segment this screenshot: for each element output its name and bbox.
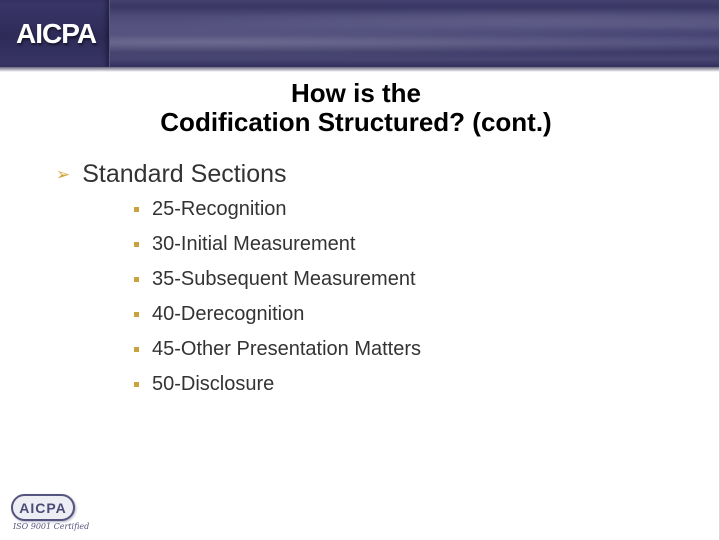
sub-bullet-label: 30-Initial Measurement: [152, 233, 356, 255]
aicpa-logo: [0, 0, 110, 67]
list-item: [0, 297, 720, 332]
seal-logo-text: AICPA: [19, 499, 67, 516]
arrowhead-right-icon: [56, 166, 70, 183]
square-bullet-icon: [134, 207, 139, 212]
aicpa-logo-text: AICPA: [16, 17, 97, 49]
sub-bullet-label: 50-Disclosure: [152, 373, 275, 395]
list-item: [0, 262, 720, 297]
square-bullet-icon: [134, 347, 139, 352]
list-item: [0, 192, 720, 227]
list-item: [0, 332, 720, 367]
sub-bullet-label: 45-Other Presentation Matters: [152, 338, 422, 360]
title-line-2: Codification Structured? (cont.): [160, 107, 552, 137]
list-item: [0, 227, 720, 262]
square-bullet-icon: [134, 312, 139, 317]
list-item: [0, 367, 720, 402]
slide-title: [0, 79, 712, 137]
header-banner: [0, 0, 720, 67]
main-bullet-row: [56, 160, 287, 189]
header-separator: [0, 67, 720, 72]
main-bullet-label: Standard Sections: [82, 160, 287, 188]
iso-certified-label: ISO 9001 Certified: [13, 522, 90, 531]
sub-bullet-label: 40-Derecognition: [152, 303, 305, 325]
aicpa-iso-seal: [11, 494, 89, 531]
sub-bullet-list: [0, 192, 720, 402]
square-bullet-icon: [134, 277, 139, 282]
square-bullet-icon: [134, 242, 139, 247]
title-line-1: How is the: [290, 78, 421, 108]
square-bullet-icon: [134, 382, 139, 387]
sub-bullet-label: 35-Subsequent Measurement: [152, 268, 416, 290]
sub-bullet-label: 25-Recognition: [152, 198, 287, 220]
seal-oval: [11, 494, 75, 521]
